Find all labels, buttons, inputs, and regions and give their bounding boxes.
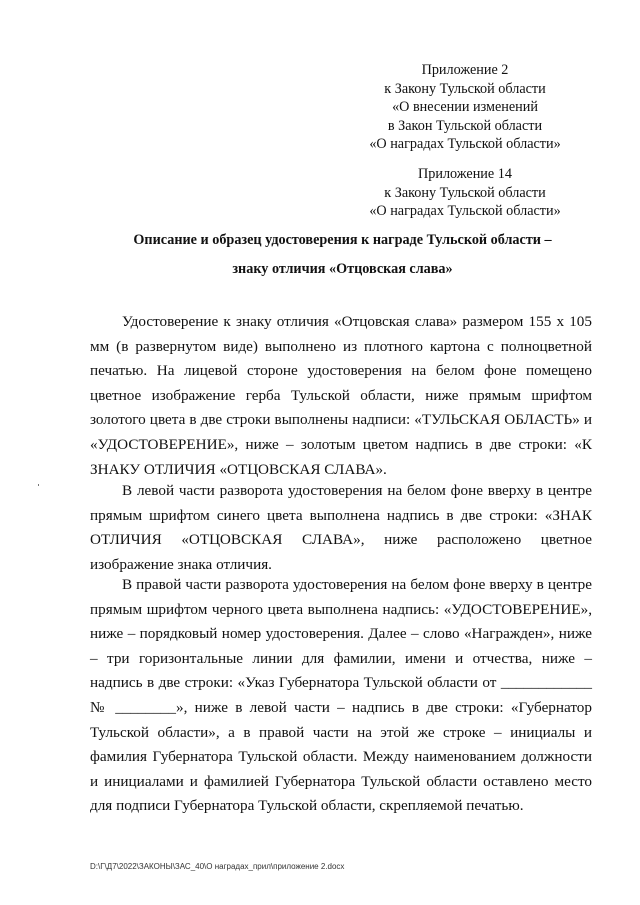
- paragraph-text: Удостоверение к знаку отличия «Отцовская слава» размером 155 x 105 мм (в развернутом виде) выполнено из плотного картона с полноцветной печатью. На лицевой стороне удостоверения на белом фоне помещено цветное изображение герба Тульской области, ниже прямым шрифтом золотого цвета в две строки выполнены надписи: «ТУЛЬСКАЯ ОБЛАСТЬ» и «УДОСТОВЕРЕНИЕ», ниже – золотым цветом надпись в две строки: «К ЗНАКУ ОТЛИЧИЯ «ОТЦОВСКАЯ СЛАВА».: [90, 313, 592, 478]
- appendix-header-current: [340, 61, 590, 154]
- document-title-line-1: Описание и образец удостоверения к награде Тульской области –: [133, 232, 552, 248]
- paragraph-text: В правой части разворота удостоверения на белом фоне вверху в центре прямым шрифтом черного цвета выполнена надпись: «УДОСТОВЕРЕНИЕ», ниже – порядковый номер удостоверения. Далее – слово «Награжден», ниже – три горизонтальные линии для фамилии, имени и отчества, ниже – надпись в две строки: «Указ Губернатора Тульской области от ____________ № ________», ниже в левой части – надпись в две строки: «Губернатор Тульской области», а в правой части на этой же строке – инициалы и фамилия Губернатора Тульской области. Между наименованием должности и инициалами и фамилией Губернатора Тульской области оставлено место для подписи Губернатора Тульской области, скрепляемой печатью.: [90, 576, 592, 815]
- appendix-current-line-2: к Закону Тульской области: [384, 80, 546, 97]
- paragraph-left-spread: [90, 479, 592, 577]
- appendix-current-line-1: Приложение 2: [421, 62, 509, 78]
- paragraph-text: В левой части разворота удостоверения на белом фоне вверху в центре прямым шрифтом синего цвета выполнена надпись в две строки: «ЗНАК ОТЛИЧИЯ «ОТЦОВСКАЯ СЛАВА», ниже расположено цветное изображение знака отличия.: [90, 482, 592, 573]
- appendix-original-line-2: к Закону Тульской области: [384, 184, 546, 201]
- paragraph-right-spread: [90, 573, 592, 819]
- paragraph-front-side: [90, 310, 592, 482]
- scan-speck: [38, 484, 39, 486]
- appendix-header-original: [340, 165, 590, 221]
- appendix-original-line-3: «О наградах Тульской области»: [369, 203, 561, 219]
- document-title-line-2: знаку отличия «Отцовская слава»: [232, 261, 453, 277]
- appendix-original-line-1: Приложение 14: [418, 166, 512, 182]
- appendix-current-line-3: «О внесении изменений: [392, 99, 538, 115]
- appendix-current-line-5: «О наградах Тульской области»: [369, 136, 561, 152]
- appendix-current-line-4: в Закон Тульской области: [387, 117, 543, 134]
- file-path-footer: D:\Г\Д7\2022\ЗАКОНЫ\ЗАС_40\О наградах_прил\приложение 2.docx: [90, 862, 345, 871]
